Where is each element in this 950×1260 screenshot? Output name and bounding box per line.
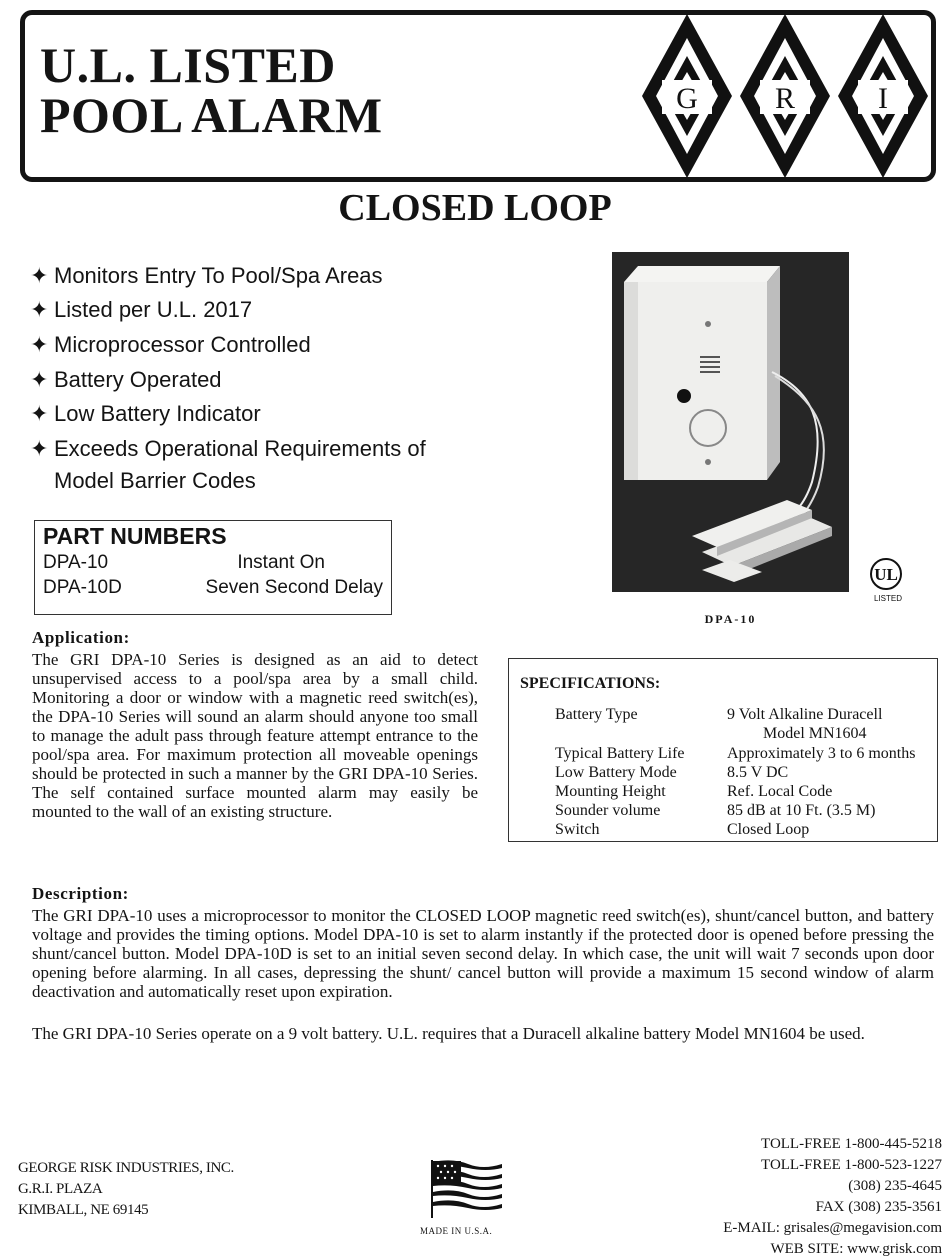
part-numbers-box xyxy=(34,520,392,615)
spec-value: Closed Loop xyxy=(727,821,810,838)
svg-text:UL: UL xyxy=(874,565,898,584)
specifications-heading: SPECIFICATIONS: xyxy=(520,675,661,692)
email-address: E-MAIL: grisales@megavision.com xyxy=(723,1220,942,1236)
application-heading: Application: xyxy=(32,628,130,647)
description-paragraph-2: The GRI DPA-10 Series operate on a 9 volt battery. U.L. requires that a Duracell alkaline battery Model MN1604 be used. xyxy=(32,1024,865,1043)
feature-text: Battery Operated xyxy=(54,367,222,392)
spec-value: 8.5 V DC xyxy=(727,764,789,781)
logo-letter-r: R xyxy=(774,82,796,115)
spec-label: Mounting Height xyxy=(555,783,666,800)
photo-caption: DPA-10 xyxy=(704,612,757,626)
feature-item xyxy=(30,365,222,395)
title-line-2: POOL ALARM xyxy=(40,87,383,143)
gri-logo xyxy=(640,12,930,180)
spec-value: Ref. Local Code xyxy=(727,783,833,800)
feature-item xyxy=(30,399,261,429)
fax-number: FAX (308) 235-3561 xyxy=(815,1199,942,1215)
made-in-usa: MADE IN U.S.A. xyxy=(420,1226,493,1236)
star-bullet-icon: ✦ xyxy=(30,297,49,322)
specifications-box xyxy=(508,658,938,842)
part-number: DPA-10 xyxy=(43,552,109,573)
ul-listed-text: LISTED xyxy=(873,594,903,603)
feature-item xyxy=(30,295,252,325)
spec-label: Sounder volume xyxy=(555,802,661,819)
part-description: Seven Second Delay xyxy=(205,577,383,598)
feature-text: Microprocessor Controlled xyxy=(54,332,311,357)
website-address: WEB SITE: www.grisk.com xyxy=(770,1241,942,1257)
part-description: Instant On xyxy=(237,552,325,573)
product-photo xyxy=(612,252,849,592)
phone-toll-free-2: TOLL-FREE 1-800-523-1227 xyxy=(761,1157,942,1173)
star-bullet-icon: ✦ xyxy=(30,436,49,461)
feature-item xyxy=(30,330,311,360)
spec-value: Approximately 3 to 6 months xyxy=(727,745,916,762)
phone-local: (308) 235-4645 xyxy=(848,1178,942,1194)
star-bullet-icon: ✦ xyxy=(30,263,49,288)
spec-value-continued: Model MN1604 xyxy=(763,725,867,742)
address-line: KIMBALL, NE 69145 xyxy=(18,1202,149,1218)
logo-letter-g: G xyxy=(676,82,698,115)
ul-listed-icon xyxy=(868,556,908,604)
feature-item xyxy=(30,261,383,291)
feature-text: Monitors Entry To Pool/Spa Areas xyxy=(54,263,383,288)
star-bullet-icon: ✦ xyxy=(30,367,49,392)
spec-value: 9 Volt Alkaline Duracell xyxy=(727,706,883,723)
company-address xyxy=(18,1158,234,1221)
contact-info xyxy=(723,1134,942,1260)
description-heading: Description: xyxy=(32,884,129,903)
address-line: GEORGE RISK INDUSTRIES, INC. xyxy=(18,1160,234,1176)
title-line-1: U.L. LISTED xyxy=(40,37,336,93)
spec-value: 85 dB at 10 Ft. (3.5 M) xyxy=(727,802,876,819)
spec-label: Switch xyxy=(555,821,600,838)
subtitle: CLOSED LOOP xyxy=(338,187,612,229)
part-number: DPA-10D xyxy=(43,577,122,598)
logo-letter-i: I xyxy=(878,82,888,115)
spec-label: Battery Type xyxy=(555,706,638,723)
feature-text: Low Battery Indicator xyxy=(54,401,261,426)
feature-item xyxy=(30,434,426,464)
spec-label: Low Battery Mode xyxy=(555,764,677,781)
part-numbers-heading: PART NUMBERS xyxy=(43,523,227,549)
star-bullet-icon: ✦ xyxy=(30,332,49,357)
feature-text: Exceeds Operational Requirements of xyxy=(54,436,426,461)
application-text: The GRI DPA-10 Series is designed as an aid to detect unsupervised access to a pool/spa area by a small child. Monitoring a door or window with a magnetic reed switch(es), the DPA-10 Series will sound an alarm should anyone too small to manage the adult pass through feature attempt entrance to the pool/spa area. For maximum protection all moveable openings should be protected in such a manner by the GRI DPA-10 Series. The self contained surface mounted alarm may easily be mounted to the wall of an existing structure. xyxy=(32,650,478,821)
phone-toll-free-1: TOLL-FREE 1-800-445-5218 xyxy=(761,1136,942,1152)
address-line: G.R.I. PLAZA xyxy=(18,1181,103,1197)
star-bullet-icon: ✦ xyxy=(30,401,49,426)
description-paragraph-1: The GRI DPA-10 uses a microprocessor to monitor the CLOSED LOOP magnetic reed switch(es), shunt/cancel button, and battery voltage and provides the timing options. Model DPA-10 is set to alarm instantly if the protected door is opened before pressing the shunt/cancel button. Model DPA-10D is set to an initial seven second delay. In which case, the unit will wait 7 seconds upon door opening before alarming. In all cases, depressing the shunt/ cancel button will provide a maximum 15 second window of alarm deactivation and automatically reset upon expiration. xyxy=(32,906,934,1001)
us-flag-icon xyxy=(428,1158,504,1218)
spec-label: Typical Battery Life xyxy=(555,745,685,762)
feature-item-continuation: Model Barrier Codes xyxy=(54,468,256,493)
feature-text: Listed per U.L. 2017 xyxy=(54,297,253,322)
product-photo-illustration xyxy=(612,252,849,592)
